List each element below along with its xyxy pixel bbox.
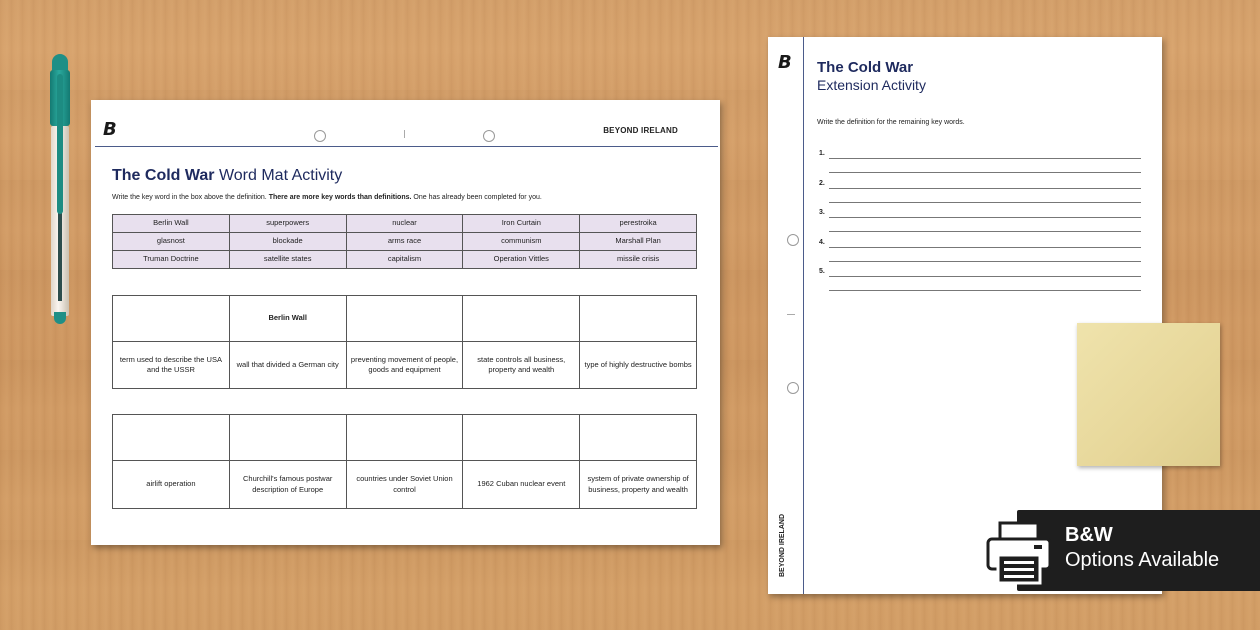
punch-hole	[787, 234, 799, 246]
fold-mark	[787, 314, 795, 315]
writing-line	[829, 217, 1141, 218]
writing-line	[829, 290, 1141, 291]
key-word-cell: nuclear	[346, 215, 463, 233]
answer-box[interactable]: Berlin Wall	[229, 296, 346, 342]
key-word-cell: missile crisis	[580, 251, 697, 269]
worksheet-instructions	[112, 194, 542, 201]
writing-line	[829, 172, 1141, 173]
brand-name: BEYOND IRELAND	[603, 126, 678, 135]
pen-clip	[57, 74, 63, 214]
writing-line	[829, 276, 1141, 277]
pen-tip	[54, 312, 66, 324]
answer-box[interactable]	[346, 296, 463, 342]
answer-box[interactable]	[463, 296, 580, 342]
key-word-cell: Iron Curtain	[463, 215, 580, 233]
writing-line	[829, 202, 1141, 203]
writing-line	[829, 158, 1141, 159]
answer-box[interactable]	[463, 415, 580, 461]
brand-logo-icon: B	[778, 52, 792, 73]
key-word-row	[113, 233, 697, 251]
word-mat-1	[112, 295, 697, 389]
key-word-cell: Truman Doctrine	[113, 251, 230, 269]
banner-subtitle: Options Available	[1065, 549, 1220, 571]
key-word-row	[113, 251, 697, 269]
key-word-cell: blockade	[229, 233, 346, 251]
banner-title: B&W	[1065, 524, 1113, 546]
definition-cell: type of highly destructive bombs	[580, 342, 697, 389]
punch-hole	[483, 130, 495, 142]
printer-icon	[984, 521, 1054, 587]
punch-hole	[314, 130, 326, 142]
line-number: 2.	[819, 179, 825, 187]
writing-line	[829, 261, 1141, 262]
definition-cell: Churchill's famous postwar description of Europe	[229, 461, 346, 509]
writing-line	[829, 247, 1141, 248]
brand-logo-icon: B	[103, 119, 117, 140]
extension-title: The Cold War	[817, 59, 914, 76]
line-number: 4.	[819, 238, 825, 246]
answer-box[interactable]	[229, 415, 346, 461]
key-word-cell: arms race	[346, 233, 463, 251]
instructions-bold: There are more key words than definitions.	[268, 194, 412, 201]
key-word-cell: capitalism	[346, 251, 463, 269]
worksheet-title	[112, 167, 342, 185]
definition-cell: preventing movement of people, goods and equipment	[346, 342, 463, 389]
answer-box[interactable]	[346, 415, 463, 461]
definition-cell: state controls all business, property and wealth	[463, 342, 580, 389]
margin-divider	[803, 37, 804, 594]
title-rest: Word Mat Activity	[214, 167, 343, 184]
instructions-plain: Write the key word in the box above the definition.	[112, 194, 269, 201]
ballpoint-pen	[48, 54, 72, 324]
word-mat-worksheet	[91, 100, 720, 545]
key-word-bank	[112, 214, 697, 269]
instructions-tail: One has already been completed for you.	[411, 194, 542, 201]
extension-instructions: Write the definition for the remaining key words.	[817, 119, 965, 126]
writing-line	[829, 188, 1141, 189]
key-word-cell: Berlin Wall	[113, 215, 230, 233]
title-bold: The Cold War	[112, 167, 215, 184]
bw-options-banner	[1017, 510, 1260, 591]
answer-box[interactable]	[113, 296, 230, 342]
fold-mark	[404, 130, 405, 138]
definition-cell: term used to describe the USA and the USSR	[113, 342, 230, 389]
answer-box[interactable]	[113, 415, 230, 461]
key-word-cell: glasnost	[113, 233, 230, 251]
key-word-row	[113, 215, 697, 233]
answer-box[interactable]	[580, 415, 697, 461]
definition-cell: countries under Soviet Union control	[346, 461, 463, 509]
definition-cell: 1962 Cuban nuclear event	[463, 461, 580, 509]
word-mat-2	[112, 414, 697, 509]
key-word-cell: satellite states	[229, 251, 346, 269]
extension-subtitle: Extension Activity	[817, 77, 926, 93]
key-word-cell: Marshall Plan	[580, 233, 697, 251]
line-number: 3.	[819, 209, 825, 216]
brand-name-vertical: BEYOND IRELAND	[779, 513, 786, 577]
sticky-note	[1077, 323, 1220, 466]
key-word-cell: Operation Vittles	[463, 251, 580, 269]
key-word-cell: perestroika	[580, 215, 697, 233]
line-number: 1.	[819, 150, 825, 157]
definition-cell: airlift operation	[113, 461, 230, 509]
definition-cell: wall that divided a German city	[229, 342, 346, 389]
definition-cell: system of private ownership of business, property and wealth	[580, 461, 697, 509]
answer-box[interactable]	[580, 296, 697, 342]
header-divider	[95, 146, 718, 147]
key-word-cell: communism	[463, 233, 580, 251]
line-number: 5.	[819, 268, 825, 275]
punch-hole	[787, 382, 799, 394]
key-word-cell: superpowers	[229, 215, 346, 233]
writing-line	[829, 231, 1141, 232]
